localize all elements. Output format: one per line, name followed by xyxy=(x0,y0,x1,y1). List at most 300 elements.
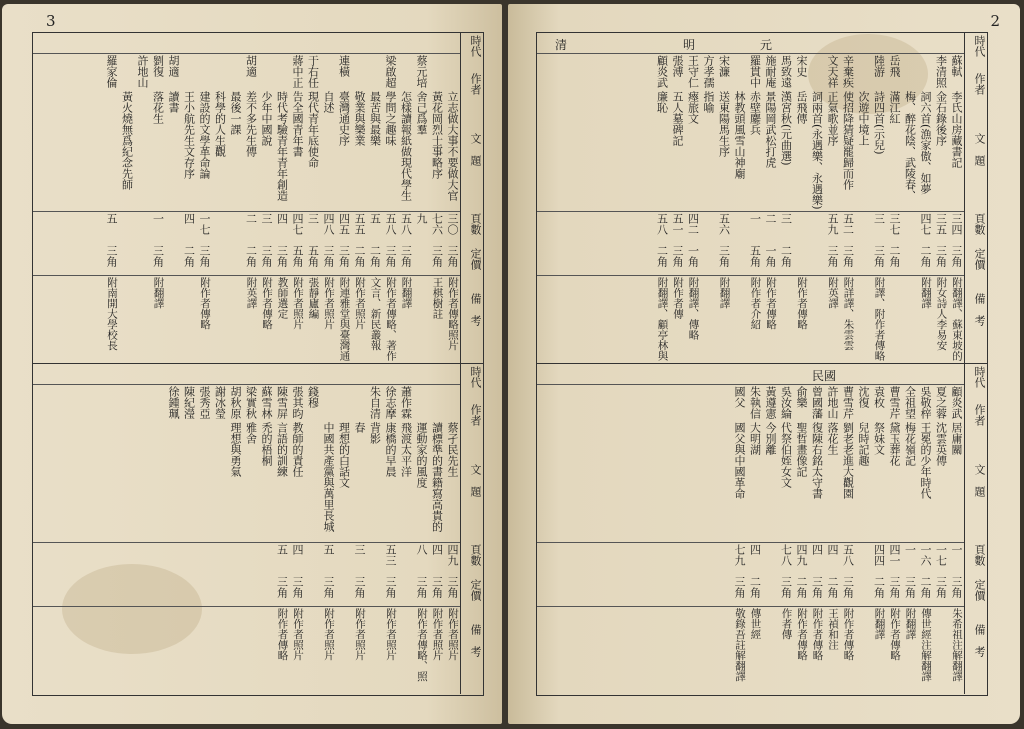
author-cell: 曹雪芹 xyxy=(841,386,855,419)
table-row xyxy=(104,33,120,363)
author-cell: 于右任 xyxy=(306,55,320,88)
author-cell: 胡適 xyxy=(244,55,258,77)
note-cell: 附翻譯 xyxy=(400,277,413,309)
price-cell xyxy=(166,245,182,275)
title-cell: 讀書 xyxy=(167,91,180,113)
pages-cell xyxy=(856,213,872,243)
table-top-half xyxy=(537,33,987,364)
price-cell: 三角 xyxy=(430,576,444,598)
author-cell: 連橫 xyxy=(337,55,351,77)
table-row xyxy=(290,364,306,694)
pages-cell: 五八 xyxy=(655,213,669,235)
title-cell xyxy=(135,91,151,211)
author-cell: 袁枚 xyxy=(872,386,886,408)
header-author: 作者 xyxy=(469,404,482,426)
table-row xyxy=(933,33,949,363)
author-cell: 陳紀瀅 xyxy=(182,386,196,419)
table-row xyxy=(701,33,717,363)
title-cell: 康橋的早晨 xyxy=(384,422,397,477)
note-cell xyxy=(809,277,825,361)
author-cell: 蘇軾 xyxy=(950,55,963,77)
title-cell: 落花生 xyxy=(151,91,165,124)
header-column xyxy=(964,33,987,363)
price-cell: 三角 xyxy=(291,576,304,598)
table-row xyxy=(166,364,182,694)
table-bottom-half xyxy=(537,364,987,694)
note-cell: 附作者照片 xyxy=(354,608,366,661)
note-cell: 附英譯 xyxy=(827,277,839,309)
table-row xyxy=(902,33,918,363)
title-cell: 瘞旅文 xyxy=(686,91,700,124)
price-cell xyxy=(135,245,151,275)
title-cell xyxy=(166,422,182,542)
era-label: 元 xyxy=(759,38,772,52)
author-cell: 陳雪屏 xyxy=(275,386,289,419)
author-cell: 梁實秋 xyxy=(244,386,258,419)
author-cell xyxy=(336,386,352,420)
table-row xyxy=(429,364,445,694)
table-row xyxy=(732,364,748,694)
header-note: 備 考 xyxy=(469,293,482,326)
note-cell xyxy=(856,277,872,361)
note-cell xyxy=(763,608,779,692)
pages-cell xyxy=(732,213,748,243)
author-cell: 徐志摩 xyxy=(384,386,397,419)
author-cell xyxy=(181,55,197,89)
pages-cell: 五五 xyxy=(353,213,366,235)
note-cell: 附英譯 xyxy=(245,277,258,309)
table-row xyxy=(445,33,461,363)
price-cell: 三角 xyxy=(841,245,855,267)
price-cell: 三角 xyxy=(399,245,413,267)
price-cell: 三角 xyxy=(934,576,948,598)
page-number: 3 xyxy=(46,12,56,30)
table-row xyxy=(166,33,182,363)
pages-cell: 一 xyxy=(903,544,917,555)
price-cell xyxy=(166,576,182,606)
title-cell: 差不多先生傳 xyxy=(244,91,258,157)
pages-cell: 五八 xyxy=(399,213,413,235)
header-price: 定價 xyxy=(973,579,986,601)
title-cell: 教師的責任 xyxy=(291,422,304,477)
note-cell: 附翻譯、蘇東坡的 xyxy=(951,277,963,361)
pages-cell xyxy=(166,213,182,243)
price-cell: 三角 xyxy=(430,245,444,267)
author-cell: 顧炎武 xyxy=(950,386,963,419)
pages-cell: 四九 xyxy=(446,544,459,566)
price-cell: 三角 xyxy=(105,245,118,267)
note-cell: 附翻譯、顧亭林與 xyxy=(656,277,669,361)
note-cell: 附作者照片 xyxy=(292,608,304,661)
title-cell: 景陽岡武松打虎 xyxy=(764,91,777,168)
pages-cell: 三 xyxy=(260,213,273,224)
pages-cell xyxy=(119,213,135,243)
note-cell xyxy=(367,608,383,692)
pages-cell: 四 xyxy=(275,213,289,224)
pages-cell: 二 xyxy=(764,213,777,224)
pages-cell: 五六 xyxy=(717,213,731,235)
title-cell: 敬業與樂業 xyxy=(353,91,366,146)
price-cell: 五角 xyxy=(306,245,320,267)
price-cell: 三角 xyxy=(353,576,366,598)
pages-cell: 四八 xyxy=(322,213,335,235)
header-title: 文 題 xyxy=(973,133,986,166)
title-cell: 大明湖 xyxy=(748,422,762,455)
title-cell xyxy=(305,422,321,542)
price-cell: 三角 xyxy=(841,576,855,598)
price-cell: 三角 xyxy=(888,576,901,598)
author-cell xyxy=(429,55,445,89)
note-cell: 附作者傳略 xyxy=(261,277,273,330)
pages-cell: 五 xyxy=(275,544,289,555)
table-row xyxy=(809,33,825,363)
author-cell xyxy=(197,55,213,89)
note-cell: 附作者傳略 xyxy=(276,608,289,661)
title-cell: 李氏山房藏書記 xyxy=(950,91,963,168)
author-cell: 文天祥 xyxy=(826,55,839,88)
author-cell: 許地山 xyxy=(826,386,839,419)
price-cell: 三角 xyxy=(950,576,963,598)
note-cell: 作者傳 xyxy=(780,608,793,640)
author-cell xyxy=(918,55,934,89)
author-cell: 梁啟超 xyxy=(384,55,397,88)
price-cell: 三角 xyxy=(384,245,397,267)
table-row xyxy=(367,33,383,363)
table-row xyxy=(763,364,779,694)
pages-cell: 一 xyxy=(748,213,762,224)
pages-cell: 三七 xyxy=(888,213,901,235)
note-cell: 傳世經 xyxy=(749,608,762,640)
author-cell xyxy=(367,55,383,89)
pages-cell: 五二 xyxy=(841,213,855,235)
pages-cell xyxy=(701,213,717,243)
title-cell: 詞六首(漁家傲、如夢 xyxy=(919,91,932,195)
price-cell: 三角 xyxy=(151,245,165,267)
note-cell: 附作者照片 xyxy=(354,277,366,330)
note-cell: 附作者傳略、照 xyxy=(416,608,428,682)
author-cell: 徐鍾珮 xyxy=(167,386,180,419)
price-cell: 二角 xyxy=(919,245,932,267)
price-cell: 二角 xyxy=(779,245,793,267)
header-note: 備 考 xyxy=(973,293,986,326)
title-cell: 祭妹文 xyxy=(872,422,886,455)
note-cell: 附作者照片 xyxy=(431,608,444,661)
price-cell: 二角 xyxy=(826,576,839,598)
entry-columns xyxy=(33,364,460,694)
note-cell: 附作者傳略 xyxy=(842,608,855,661)
pages-cell: 五九 xyxy=(826,213,839,235)
author-cell: 蔡元培 xyxy=(415,55,428,88)
pages-cell: 五三 xyxy=(384,544,397,566)
title-cell: 王小航先生文存序 xyxy=(182,91,196,179)
table-top-half xyxy=(33,33,483,364)
price-cell: 三角 xyxy=(446,576,459,598)
title-cell: 黃火燒無爲紀念先師 xyxy=(120,91,134,190)
title-cell: 禿的梧桐 xyxy=(260,422,273,466)
price-cell: 三角 xyxy=(322,576,335,598)
author-cell: 辛棄疾 xyxy=(841,55,855,88)
price-cell xyxy=(414,245,430,275)
title-cell xyxy=(212,422,228,542)
table-row xyxy=(212,364,228,694)
entry-columns xyxy=(537,33,964,363)
title-cell: 最苦與最樂 xyxy=(368,91,382,146)
title-cell: 春 xyxy=(353,422,366,433)
title-cell: 理想與勇氣 xyxy=(229,422,242,477)
note-cell: 附翻譯 xyxy=(904,608,917,640)
author-cell: 李清照 xyxy=(934,55,948,88)
price-cell: 三角 xyxy=(275,245,289,267)
price-cell xyxy=(763,576,779,606)
header-era: 時代 xyxy=(469,35,482,57)
title-cell: 讀標準的書籍寫高貴的 xyxy=(430,422,444,532)
table-row xyxy=(716,33,732,363)
note-cell: 附翻譯 xyxy=(718,277,731,309)
table-row xyxy=(902,364,918,694)
author-cell: 方孝孺 xyxy=(702,55,715,88)
left-page xyxy=(2,4,502,724)
header-note: 備 考 xyxy=(973,624,986,657)
note-cell xyxy=(166,608,182,692)
note-cell: 附翻譯 xyxy=(873,608,886,640)
pages-cell xyxy=(259,544,275,574)
title-cell: 臺灣通史序 xyxy=(337,91,351,146)
table-bottom-half xyxy=(33,364,483,694)
title-cell: 劉老老進大觀園 xyxy=(841,422,855,499)
note-cell xyxy=(414,277,430,361)
header-column xyxy=(460,364,483,694)
note-cell: 附翻譯、傳略 xyxy=(687,277,700,340)
price-cell: 三角 xyxy=(671,245,684,267)
author-cell: 施耐庵 xyxy=(764,55,777,88)
title-cell: 落花生 xyxy=(826,422,839,455)
pages-cell: 四九 xyxy=(795,544,808,566)
table-row xyxy=(825,364,841,694)
author-cell xyxy=(414,386,430,420)
header-column xyxy=(460,33,483,363)
pages-cell xyxy=(212,213,228,243)
price-cell: 三角 xyxy=(872,245,886,267)
header-era: 時代 xyxy=(469,366,482,388)
note-cell: 附連雅堂與臺灣通 xyxy=(338,277,351,361)
pages-cell: 八 xyxy=(415,544,428,555)
price-cell: 三角 xyxy=(446,245,459,267)
price-cell: 一角 xyxy=(764,245,777,267)
note-cell: 傳世經注解翻譯 xyxy=(920,608,932,682)
title-cell: 廉恥 xyxy=(655,91,669,113)
pages-cell: 九 xyxy=(415,213,428,224)
table-row xyxy=(429,33,445,363)
title-cell: 次遊中境上 xyxy=(857,91,870,146)
header-note: 備 考 xyxy=(469,624,482,657)
price-cell xyxy=(243,576,259,606)
author-cell: 夏之蓉 xyxy=(934,386,948,419)
price-cell: 三角 xyxy=(826,245,839,267)
note-cell: 敬錄吾註解翻譯 xyxy=(734,608,746,682)
author-cell: 俞樂 xyxy=(795,386,808,408)
note-cell xyxy=(181,277,197,361)
title-cell: 聖哲畫像記 xyxy=(795,422,808,477)
title-cell: 雅舍 xyxy=(244,422,258,444)
pages-cell: 七八 xyxy=(779,544,793,566)
note-cell: 教師選定 xyxy=(276,277,289,319)
pages-cell xyxy=(305,544,321,574)
author-cell: 朱執信 xyxy=(748,386,762,419)
note-cell: 附女詩人李易安 xyxy=(935,277,948,351)
title-cell: 蔡孑民先生 xyxy=(446,422,459,477)
note-cell: 附作者傳 xyxy=(672,277,684,319)
pages-cell: 五 xyxy=(105,213,118,224)
table-row xyxy=(352,33,368,363)
pages-cell xyxy=(228,544,244,574)
pages-cell xyxy=(243,544,259,574)
price-cell: 三角 xyxy=(198,245,211,267)
author-cell: 全祖望 xyxy=(903,386,917,419)
note-cell: 附作者傳略 xyxy=(796,277,808,330)
title-cell: 使招降猜疑罷歸而作 xyxy=(841,91,855,190)
pages-cell xyxy=(336,544,352,574)
price-cell: 三角 xyxy=(415,576,428,598)
entry-columns xyxy=(33,33,460,363)
pages-cell: 七六 xyxy=(430,213,444,235)
header-price: 定價 xyxy=(469,579,482,601)
price-cell: 三角 xyxy=(810,576,824,598)
table-frame xyxy=(536,32,988,696)
price-cell xyxy=(228,245,244,275)
note-cell xyxy=(135,277,151,361)
note-cell: 朱希祖注解翻譯 xyxy=(951,608,963,682)
pages-cell xyxy=(367,544,383,574)
author-cell: 曹雪芹 xyxy=(888,386,901,419)
title-cell: 建設的文學革命論 xyxy=(198,91,211,179)
author-cell: 謝冰瑩 xyxy=(213,386,227,419)
table-row xyxy=(352,364,368,694)
pages-cell: 一六 xyxy=(919,544,932,566)
title-cell: 自述 xyxy=(322,91,335,113)
table-row xyxy=(856,364,872,694)
title-cell: 送東陽馬生序 xyxy=(717,91,731,157)
pages-cell: 五八 xyxy=(384,213,397,235)
pages-cell: 五一 xyxy=(671,213,684,235)
table-row xyxy=(732,33,748,363)
header-author: 作者 xyxy=(973,73,986,95)
table-row xyxy=(336,364,352,694)
table-frame xyxy=(32,32,484,696)
note-cell xyxy=(778,277,794,361)
author-cell xyxy=(445,386,461,420)
price-cell: 三角 xyxy=(934,245,948,267)
pages-cell: 四 xyxy=(291,544,304,555)
author-cell: 張溥 xyxy=(671,55,684,77)
title-cell: 五人墓碑記 xyxy=(671,91,684,146)
note-cell: 附作者傳略 xyxy=(796,608,808,661)
table-row xyxy=(871,364,887,694)
price-cell: 三角 xyxy=(337,245,351,267)
note-cell: 附作者傳略 xyxy=(765,277,777,330)
title-cell: 今別離 xyxy=(764,422,777,455)
price-cell: 五角 xyxy=(291,245,304,267)
price-cell: 二角 xyxy=(872,576,886,598)
table-row xyxy=(747,33,763,363)
pages-cell: 三 xyxy=(779,213,793,224)
author-cell: 顧炎武 xyxy=(655,55,669,88)
pages-cell: 二 xyxy=(244,213,258,224)
price-cell xyxy=(212,245,228,275)
author-cell xyxy=(445,55,461,89)
table-row xyxy=(794,33,810,363)
price-cell: 二角 xyxy=(182,245,196,267)
table-row xyxy=(321,364,337,694)
pages-cell xyxy=(398,544,414,574)
header-author: 作者 xyxy=(469,73,482,95)
note-cell: 附譯、附作者傳略 xyxy=(873,277,886,361)
price-cell: 三角 xyxy=(903,576,917,598)
table-row xyxy=(654,33,670,363)
price-cell xyxy=(902,245,918,275)
table-row xyxy=(305,364,321,694)
pages-cell: 三 xyxy=(353,544,366,555)
header-price: 定價 xyxy=(469,248,482,270)
note-cell: 附作者傳略 xyxy=(889,608,901,661)
title-cell: 岳飛傳 xyxy=(795,91,808,124)
title-cell: 言語的訓練 xyxy=(275,422,289,477)
note-cell: 附翻譯 xyxy=(152,277,165,309)
note-cell: 王禎和注 xyxy=(827,608,839,650)
note-cell xyxy=(887,277,903,361)
author-cell xyxy=(429,386,445,420)
pages-cell: 三五 xyxy=(934,213,948,235)
price-cell xyxy=(701,245,717,275)
title-cell: 代祭伯姪女文 xyxy=(779,422,793,488)
title-cell: 中國共產黨與萬里長城 xyxy=(322,422,335,532)
table-row xyxy=(243,33,259,363)
pages-cell: 一 xyxy=(950,544,963,555)
note-cell: 附南開大學校長 xyxy=(106,277,118,351)
note-cell: 附作者照片 xyxy=(323,608,335,661)
title-cell: 指喻 xyxy=(702,91,715,113)
note-cell xyxy=(933,608,949,692)
price-cell xyxy=(228,576,244,606)
table-row xyxy=(871,33,887,363)
note-cell: 張靜廬編 xyxy=(307,277,320,319)
table-row xyxy=(181,33,197,363)
title-cell: 兒時記趣 xyxy=(857,422,870,466)
header-column xyxy=(964,364,987,694)
pages-cell: 四 xyxy=(182,213,196,224)
table-row xyxy=(918,364,934,694)
header-title: 文 題 xyxy=(469,464,482,497)
title-cell: 沈雲英傳 xyxy=(934,422,948,466)
table-row xyxy=(367,364,383,694)
pages-cell: 三 xyxy=(872,213,886,224)
price-cell xyxy=(197,576,213,606)
pages-cell: 四七 xyxy=(291,213,304,235)
table-row xyxy=(682,33,701,363)
note-cell: 文言、新民叢報 xyxy=(369,277,382,351)
header-price: 定價 xyxy=(973,248,986,270)
note-cell: 王棋樹註 xyxy=(431,277,444,319)
header-pages: 頁數 xyxy=(973,544,986,566)
note-cell xyxy=(305,608,321,692)
price-cell: 二角 xyxy=(368,245,382,267)
table-row xyxy=(933,364,949,694)
author-cell: 羅貫中 xyxy=(748,55,762,88)
note-cell xyxy=(856,608,872,692)
author-cell: 吳汝綸 xyxy=(779,386,793,419)
title-cell: 滿江紅 xyxy=(888,91,901,124)
price-cell: 三角 xyxy=(950,245,963,267)
price-cell: 二角 xyxy=(244,245,258,267)
